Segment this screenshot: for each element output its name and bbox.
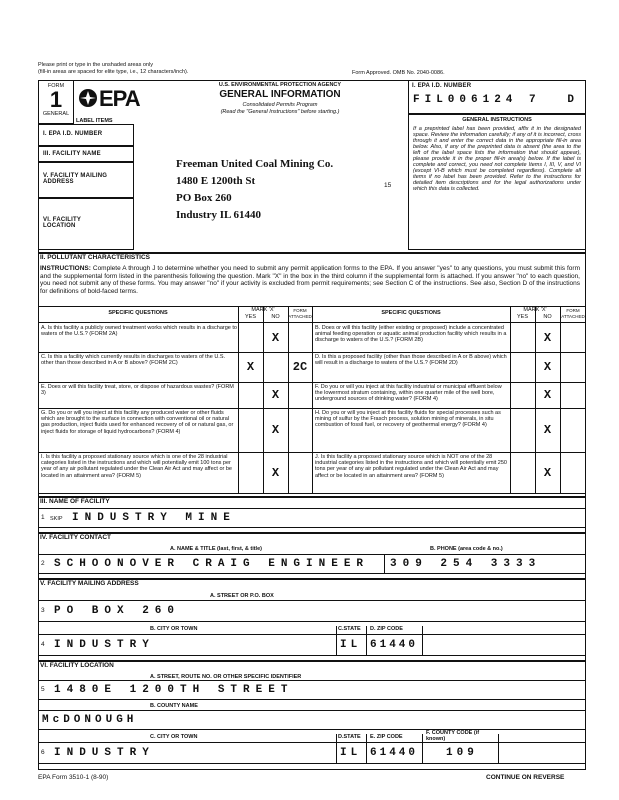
location-city-label: C. CITY OR TOWN [150,734,198,740]
location-county-code-label: F. COUNTY CODE (if known) [426,730,480,742]
section-4-header: IV. FACILITY CONTACT [40,534,112,541]
location-street-value[interactable]: 1480E 1200TH STREET [54,684,294,696]
mark-no-left-3[interactable]: X [271,423,280,437]
location-zip-label: E. ZIP CODE [370,734,403,740]
form-label: FORM [47,83,65,89]
location-state-divider [336,734,337,764]
question-rule [38,452,312,453]
mailing-zip-divider [366,626,367,656]
form-approved: Form Approved. OMB No. 2040-0086. [352,70,445,76]
question-right-0: B. Does or will this facility (either existing or proposed) include a concentrated animal feeding operation or aquatic animal production facility which results in a discharge to waters of the U.S.? (FORM 2B) [315,325,507,344]
question-right-2: F. Do you or will you inject at this facility industrial or municipal effluent below the lowermost stratum containing, within one quarter mile of the well bore, underground sources of drinking water? (FORM 4) [315,384,502,403]
question-right-4: J. Is this facility a proposed stationary source which is NOT one of the 28 industrial categories listed in the instructions and which will potentially emit 250 tons per year of any air pollutant regulated under the Clean Air Act and may affect or be located in an attainment area? (FORM 5) [315,454,507,479]
mailing-label-line1: Freeman United Coal Mining Co. [176,158,334,170]
epa-logo [78,88,98,113]
question-right-3: H. Do you or will you inject at this facility fluids for special processes such as mining of sulfur by the Frasch process, solution mining of minerals, in situ combustion of fossil fuel, or recovery of geothermal energy? (FORM 4) [315,410,501,429]
mark-no-right-2[interactable]: X [543,388,552,402]
location-state-value[interactable]: IL [340,747,362,759]
location-county-code-end [498,734,499,764]
question-rule [38,382,312,383]
mark-att-left-1[interactable]: 2C [292,360,308,374]
location-zip-divider [366,734,367,764]
col-form-left: FORM ATTACHED [288,308,312,319]
question-rule [312,452,586,453]
contact-phone-value[interactable]: 309 254 3333 [390,558,542,570]
col-mark-right: MARK 'X' [523,307,547,313]
agency-name: U.S. ENVIRONMENTAL PROTECTION AGENCY [218,82,342,88]
epa-id-value[interactable]: FIL006124 7 [413,94,541,106]
col-no-right: NO [543,314,552,320]
contact-name-value[interactable]: SCHOONOVER CRAIG ENGINEER [54,558,370,570]
right-yes-col [510,306,511,494]
mark-no-left-0[interactable]: X [271,330,280,345]
label-epa-id [38,124,134,146]
facility-name-skip: SKIP [50,516,63,522]
contact-name-label: A. NAME & TITLE (last, first, & title) [170,546,262,552]
section-2-header: II. POLLUTANT CHARACTERISTICS [40,254,151,261]
question-left-0: A. Is this facility a publicly owned treatment works which results in a discharge to waters of the U.S.? (FORM 2A) [41,325,237,338]
section-2-instructions [40,265,580,295]
mark-no-right-4[interactable]: X [543,466,552,480]
question-left-2: E. Does or will this facility treat, store, or dispose of hazardous wastes? (FORM 3) [41,384,234,397]
mark-no-left-4[interactable]: X [271,466,280,480]
mailing-city-code: 4 [41,641,45,648]
mark-no-right-3[interactable]: X [543,423,552,437]
mailing-street-value[interactable]: PO BOX 260 [54,605,181,617]
top-note-1: Please print or type in the unshaded areas only [38,62,153,68]
label-epa-id-text: I. EPA I.D. NUMBER [43,131,103,137]
question-rule [312,352,586,353]
label-mailing-text: V. FACILITY MAILING ADDRESS [43,173,108,185]
left-att-col [288,306,289,494]
section-6-header: VI. FACILITY LOCATION [40,662,114,669]
mailing-label-line4: Industry IL 61440 [176,209,261,221]
table-header-rule [38,322,586,323]
epa-flower-icon [78,88,98,108]
label-mailing [38,162,134,198]
facility-name-value[interactable]: INDUSTRY MINE [72,512,236,524]
col-yes-right: YES [516,314,528,320]
mailing-label-code: 15 [384,182,392,189]
location-zip-end [422,734,423,764]
mailing-state-value[interactable]: IL [340,639,362,651]
facility-name-code: 1 [41,514,45,521]
mailing-label [176,156,333,224]
location-street-code: 5 [41,686,45,693]
divider-section-3 [38,496,586,498]
mailing-zip-end [422,626,423,656]
question-rule [312,382,586,383]
question-rule [38,408,312,409]
divider-section-6 [38,660,586,662]
question-left-3: G. Do you or will you inject at this facility any produced water or other fluids which are brought to the surface in connection with conventional oil or natural gas production, inject fluids used for enhanced recovery of oil or natural gas, or inject fluids for storage of liquid hydrocarbons? (FORM 4) [41,410,234,435]
program-name: Consolidated Permits Program [242,102,318,108]
mailing-street-code: 3 [41,607,45,614]
question-rule [38,352,312,353]
col-specific-right: SPECIFIC QUESTIONS [381,310,441,316]
col-yes-left: YES [244,314,256,320]
epa-wordmark: EPA [99,86,140,111]
instructions-lead: INSTRUCTIONS: [40,265,91,272]
divider-section-4 [38,532,586,534]
question-left-4: I. Is this facility a proposed stationary source which is one of the 28 industrial categories listed in the instructions and which will potentially emit 100 tons per year of any air pollutant regulated under the Clean Air Act and may affect or be located in an attainment area? (FORM 5) [41,454,232,479]
label-facility-name-text: III. FACILITY NAME [43,151,101,157]
instructions-text: Complete A through J to determine whether you need to submit any permit application forms to the EPA. If you answer "yes" to any questions, you must submit this form and the supplemental form listed in the parenthesis following the question. Mark "X" in the box in the third column if the supplemental form is attached. If you answer "no" to each question, you need not submit any of these forms. You may answer "no" if your activity is excluded from permit requirements; see Section C of the instructions. See also, Section D of the instructions for definitions of bold-faced terms. [40,265,580,295]
location-city-value[interactable]: INDUSTRY [54,747,155,759]
general-instructions-text: If a preprinted label has been provided, affix it in the designated space. Review the information carefully; if any of it is incorrect, cross through it and enter the correct data in the appropriate fill-in area below. Also, if any of the preprinted data is absent (the area to the left of the label space lists the information that should appear), please provide it in the proper fill-in area(s) below. If the label is complete and correct, you need not complete Items I, III, V, and VI (except VI-B which must be completed regardless). Complete all items if no label has been provided. Refer to the instructions for detailed item descriptions and for the legal authorizations under which this data is collected. [413,126,581,192]
label-location [38,198,134,250]
location-state-label: D.STATE [338,734,361,740]
form-sub: GENERAL [42,111,70,117]
location-county-value[interactable]: McDONOUGH [42,714,138,726]
label-facility-name [38,146,134,162]
question-rule [312,408,586,409]
right-att-col [560,306,561,494]
epa-id-suffix[interactable]: D [567,94,580,106]
location-county-label: B. COUNTY NAME [150,703,198,709]
mailing-zip-label: D. ZIP CODE [370,626,403,632]
contact-divider [384,554,385,574]
mailing-label-line2: 1480 E 1200th St [176,175,256,187]
form-number-box [38,80,74,124]
top-note-2: (fill-in areas are spaced for elite type, i.e., 12 characters/inch). [38,69,189,75]
mark-no-right-1[interactable]: X [543,360,552,374]
mark-no-right-0[interactable]: X [543,330,552,345]
mailing-state-label: C.STATE [338,626,361,632]
epa-id-box [408,80,586,114]
label-location-text: VI. FACILITY LOCATION [43,217,81,229]
contact-code: 2 [41,560,45,567]
mailing-street-label: A. STREET OR P.O. BOX [210,593,274,599]
col-no-left: NO [271,314,280,320]
section-5-header: V. FACILITY MAILING ADDRESS [40,580,139,587]
form-number: 1 [49,87,63,112]
location-county-code-value[interactable]: 109 [446,747,478,759]
general-instructions-header: GENERAL INSTRUCTIONS [462,117,532,123]
col-mark-left: MARK 'X' [251,307,275,313]
contact-phone-label: B. PHONE (area code & no.) [430,546,503,552]
left-yes-col [238,306,239,494]
question-right-1: D. Is this a proposed facility (other than those described in A or B above) which will result in a discharge to waters of the U.S.? (FORM 2D) [315,354,507,367]
mark-yes-left-1[interactable]: X [246,360,255,374]
question-left-1: C. Is this a facility which currently results in discharges to waters of the U.S. other than those described in A or B above? (FORM 2C) [41,354,226,367]
location-street-label: A. STREET, ROUTE NO. OR OTHER SPECIFIC IDENTIFIER [150,674,302,680]
table-mid-divider [312,306,313,494]
section-3-header: III. NAME OF FACILITY [40,498,110,505]
footer-continue: CONTINUE ON REVERSE [486,774,565,781]
mailing-city-value[interactable]: INDUSTRY [54,639,155,651]
mailing-zip-value[interactable]: 61440 [370,639,419,651]
mailing-label-line3: PO Box 260 [176,192,232,204]
mailing-state-divider [336,626,337,656]
mark-no-left-2[interactable]: X [271,388,280,402]
epa-id-label: I. EPA I.D. NUMBER [412,83,472,89]
mailing-city-label: B. CITY OR TOWN [150,626,198,632]
footer-form: EPA Form 3510-1 (8-90) [38,774,109,781]
form-title: GENERAL INFORMATION [219,89,341,100]
col-form-right: FORM ATTACHED [561,308,585,319]
general-instructions [408,114,586,250]
label-items-header: LABEL ITEMS [76,118,113,124]
col-specific-left: SPECIFIC QUESTIONS [108,310,168,316]
location-city-code: 6 [41,749,45,756]
read-instructions: (Read the "General Instructions" before starting.) [220,109,340,115]
location-zip-value[interactable]: 61440 [370,747,419,759]
